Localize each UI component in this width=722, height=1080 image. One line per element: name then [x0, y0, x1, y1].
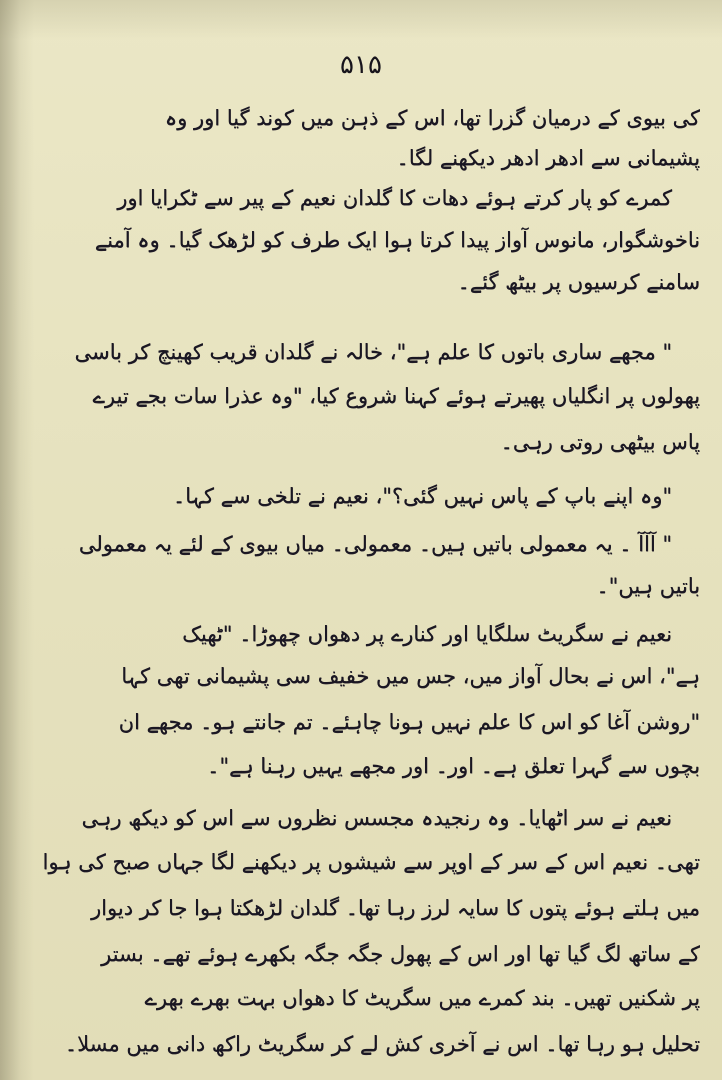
page-edge-shadow	[0, 0, 34, 1080]
page-top-tint	[0, 0, 722, 40]
text-line: پشیمانی سے ادھر ادھر دیکھنے لگا۔	[396, 146, 700, 170]
text-line: پاس بیٹھی روتی رہی۔	[500, 430, 700, 454]
text-line: ہے"، اس نے بحال آواز میں، جس میں خفیف سی پشیمانی تھی کہا	[121, 664, 700, 688]
text-line: کے ساتھ لگ گیا تھا اور اس کے پھول جگہ جگہ بکھرے ہوئے تھے۔ بستر	[101, 942, 700, 966]
text-line: کمرے کو پار کرتے ہوئے دھات کا گلدان نعیم کے پیر سے ٹکرایا اور	[117, 186, 672, 210]
text-line: تھی۔ نعیم اس کے سر کے اوپر سے شیشوں پر دیکھنے لگا جہاں صبح کی ہوا	[42, 850, 700, 874]
text-line: تحلیل ہو رہا تھا۔ اس نے آخری کش لے کر سگریٹ راکھ دانی میں مسلا۔	[64, 1032, 700, 1056]
text-line: ناخوشگوار، مانوس آواز پیدا کرتا ہوا ایک طرف کو لڑھک گیا۔ وہ آمنے	[94, 228, 700, 252]
text-line: نعیم نے سر اٹھایا۔ وہ رنجیدہ مجسس نظروں سے اس کو دیکھ رہی	[81, 806, 672, 830]
text-line: میں ہلتے ہوئے پتوں کا سایہ لرز رہا تھا۔ گلدان لڑھکتا ہوا جا کر دیوار	[90, 896, 700, 920]
text-line: بچوں سے گہرا تعلق ہے۔ اور۔ اور مجھے یہیں رہنا ہے"۔	[207, 754, 700, 778]
text-line: "روشن آغا کو اس کا علم نہیں ہونا چاہئے۔ تم جانتے ہو۔ مجھے ان	[118, 710, 700, 734]
text-line: سامنے کرسیوں پر بیٹھ گئے۔	[457, 270, 700, 294]
text-line: " مجھے ساری باتوں کا علم ہے"، خالہ نے گلدان قریب کھینچ کر باسی	[74, 340, 672, 364]
page-number: ۵۱۵	[340, 50, 382, 80]
text-line: پر شکنیں تھیں۔ بند کمرے میں سگریٹ کا دھواں بہت بھرے بھرے	[144, 986, 700, 1010]
text-line: باتیں ہیں"۔	[596, 574, 700, 598]
text-line: کی بیوی کے درمیان گزرا تھا، اس کے ذہن میں کوند گیا اور وہ	[164, 106, 700, 130]
text-line: پھولوں پر انگلیاں پھیرتے ہوئے کہنا شروع کیا، "وہ عذرا سات بجے تیرے	[92, 384, 700, 408]
text-line: " آآآ ۔ یہ معمولی باتیں ہیں۔ معمولی۔ میاں بیوی کے لئے یہ معمولی	[78, 532, 672, 556]
text-line: نعیم نے سگریٹ سلگایا اور کنارے پر دھواں چھوڑا۔ "ٹھیک	[182, 622, 672, 646]
text-line: "وہ اپنے باپ کے پاس نہیں گئی؟"، نعیم نے تلخی سے کہا۔	[172, 484, 672, 508]
